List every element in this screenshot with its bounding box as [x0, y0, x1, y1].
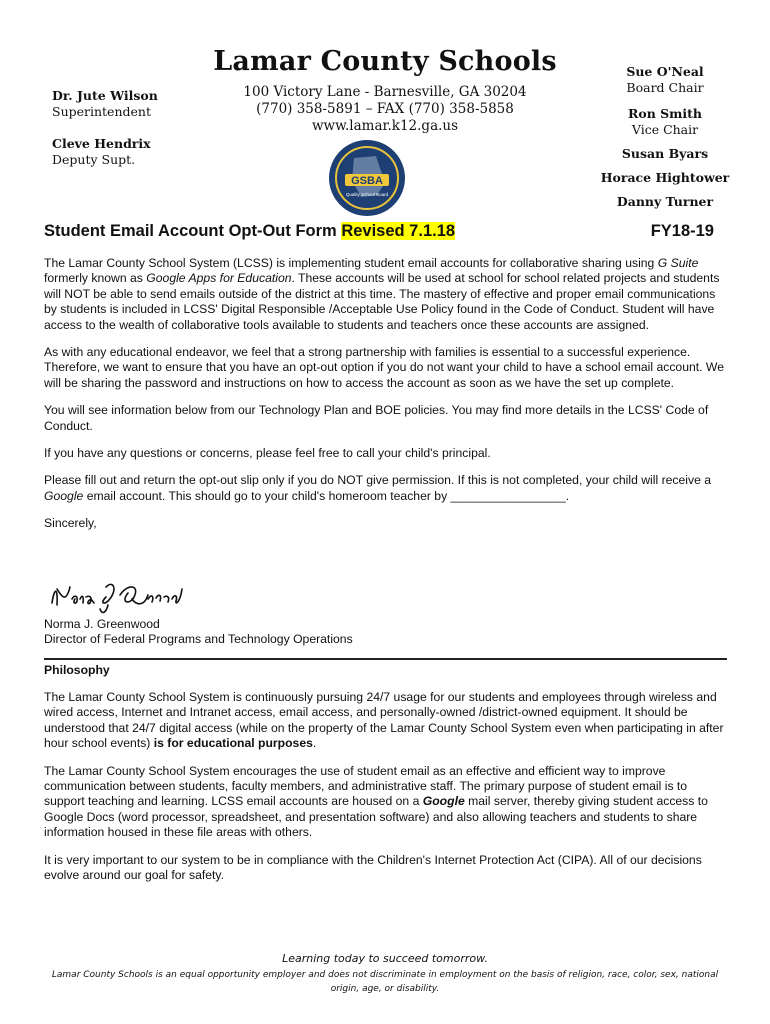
seal-text: GSBA [351, 175, 383, 187]
signer-name: Norma J. Greenwood [44, 617, 160, 631]
letter-paragraph: The Lamar County School System (LCSS) is implementing student email accounts for collaborative sharing using G Suite formerly known as Google Apps for Education. These accounts will be used at school for school related projects and students will NOT be able to send emails outside of the district at this time. The mastery of effective and proper email communications by students is included in LCSS' Digital Responsible /Acceptable Use Policy found in the Code of Conduct. Student will have access to the wealth of collaborative tools available to students and teachers once these accounts are assigned. [44, 256, 720, 332]
seal-subtext: Quality School Board [345, 192, 389, 197]
letter-paragraph: You will see information below from our Technology Plan and BOE policies. You may find more details in the LCSS' Code of Conduct. [44, 403, 709, 433]
closing: Sincerely, [44, 516, 97, 531]
letter-paragraph: Please fill out and return the opt-out slip only if you do NOT give permission. If this is not completed, your child will receive a Google email account. This should go to your child's homeroom teacher by _________________. [44, 473, 712, 503]
philosophy-paragraph: The Lamar County School System encourages the use of student email as an effective and efficient way to improve communication between students, faculty members, and administrative staff. The primary purpose of student email is to support teaching and learning. LCSS email accounts are housed on a Google mail server, thereby giving student access to Google Docs (word processor, spreadsheet, and presentation software) and also allowing teachers and students to share information housed in these file areas with others. [44, 763, 708, 840]
letter-paragraph: As with any educational endeavor, we feel that a strong partnership with families is essential to a successful experience. Therefore, we want to ensure that you have an opt-out option if you do not want your child to have a school email account. We will be sharing the password and instructions on how to access the account as soon as we have the set up complete. [44, 345, 724, 390]
board-members-block [590, 64, 740, 210]
board-member-name: Horace Hightower [600, 170, 730, 185]
philosophy-paragraph: It is very important to our system to be in compliance with the Children's Internet Protection Act (CIPA). All of our decisions evolve around our goal for safety. [44, 852, 702, 883]
vice-chair-title: Vice Chair [631, 122, 699, 137]
letter-body [44, 256, 726, 544]
board-chair-title: Board Chair [626, 80, 704, 95]
district-name: Lamar County Schools [213, 46, 557, 77]
board-member-name: Danny Turner [616, 194, 714, 209]
form-title: Student Email Account Opt-Out Form Revised 7.1.18 [44, 222, 456, 240]
district-phone-fax: (770) 358-5891 – FAX (770) 358-5858 [256, 101, 514, 117]
footer-motto: Learning today to succeed tomorrow. [282, 952, 488, 965]
signature-image [48, 575, 188, 615]
fiscal-year: FY18-19 [650, 222, 714, 240]
section-divider [44, 658, 727, 660]
administrators-block [52, 88, 192, 168]
signer-title: Director of Federal Programs and Technology Operations [44, 632, 353, 647]
deputy-name: Cleve Hendrix [52, 136, 151, 151]
board-member-name: Susan Byars [621, 146, 709, 161]
superintendent-name: Dr. Jute Wilson [52, 88, 158, 103]
board-chair-name: Sue O'Neal [626, 64, 704, 79]
philosophy-heading: Philosophy [44, 663, 110, 677]
vice-chair-name: Ron Smith [627, 106, 703, 121]
superintendent-title: Superintendent [52, 104, 151, 119]
signer-block [44, 617, 726, 648]
deputy-title: Deputy Supt. [52, 152, 136, 167]
gsba-seal-logo [327, 138, 407, 218]
district-address: 100 Victory Lane - Barnesville, GA 30204 [243, 84, 527, 100]
footer-eeo-statement: Lamar County Schools is an equal opportunity employer and does not discriminate in employment on the basis of religion, race, color, sex, national origin, age, or disability. [51, 970, 719, 994]
form-heading [44, 222, 714, 244]
letter-paragraph: If you have any questions or concerns, please feel free to call your child's principal. [44, 446, 491, 461]
district-website: www.lamar.k12.ga.us [311, 118, 459, 134]
philosophy-body [44, 690, 726, 895]
revision-highlight: Revised 7.1.18 [341, 222, 456, 240]
philosophy-paragraph: The Lamar County School System is continuously pursuing 24/7 usage for our students and employees through wireless and wired access, Internet and Intranet access, email access, and personally-owned /district-owned equipment. It should be understood that 24/7 digital access (while on the property of the Lamar County School System even when participating in after hour school events) is for educational purposes. [44, 690, 724, 751]
